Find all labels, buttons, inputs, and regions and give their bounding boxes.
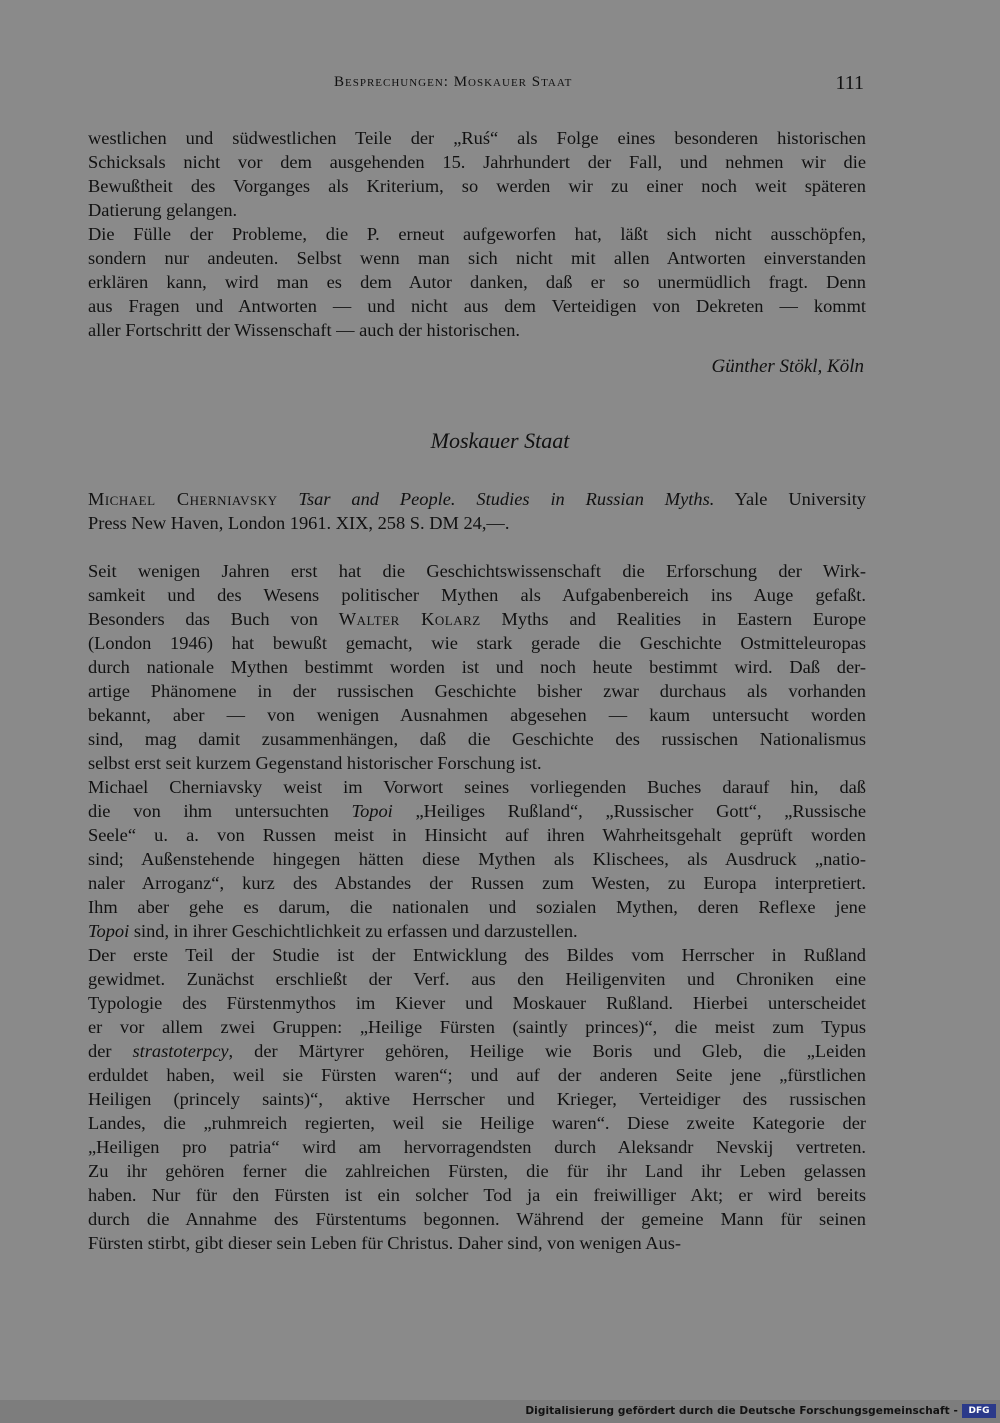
text-line: sondern nur andeuten. Selbst wenn man sich nicht mit allen Antworten einverstanden <box>88 248 866 268</box>
text-line: westlichen und südwestlichen Teile der „Ruś“ als Folge eines besonderen historischen <box>88 128 866 148</box>
dfg-logo: DFG <box>962 1404 996 1418</box>
citation-author: Michael Cherniavsky <box>88 489 278 509</box>
text-line: erduldet haben, weil sie Fürsten waren“; und auf der anderen Seite jene „fürstlichen <box>88 1065 866 1085</box>
italic-term: Topoi <box>88 921 130 941</box>
footer-bar <box>0 1400 1000 1423</box>
text-line: Heiligen (princely saints)“, aktive Herrscher und Krieger, Verteidiger des russischen <box>88 1089 866 1109</box>
text-line: haben. Nur für den Fürsten ist ein solcher Tod ja ein freiwilliger Akt; er wird bereits <box>88 1185 866 1205</box>
citation-line-2: Press New Haven, London 1961. XIX, 258 S. DM 24,—. <box>88 513 510 533</box>
citation-publisher: Yale University <box>734 489 866 509</box>
text-line: durch die Annahme des Fürstentums begonnen. Während der gemeine Mann für seinen <box>88 1209 866 1229</box>
text-line: Seele“ u. a. von Russen meist in Hinsicht auf ihren Wahrheitsgehalt geprüft worden <box>88 825 866 845</box>
text-line: Besonders das Buch von Walter Kolarz Myths and Realities in Eastern Europe <box>88 609 866 629</box>
text-line: Typologie des Fürstenmythos im Kiever und Moskauer Rußland. Hierbei unterscheidet <box>88 993 866 1013</box>
text-line: Michael Cherniavsky weist im Vorwort seines vorliegenden Buches darauf hin, daß <box>88 777 866 797</box>
text-line: Schicksals nicht vor dem ausgehenden 15. Jahrhundert der Fall, und nehmen wir die <box>88 152 866 172</box>
text-line: sind; Außenstehende hingegen hätten diese Mythen als Klischees, als Ausdruck „natio- <box>88 849 866 869</box>
italic-term: Topoi <box>351 801 393 821</box>
text-line: der strastoterpcy, der Märtyrer gehören, Heilige wie Boris und Gleb, die „Leiden <box>88 1041 866 1061</box>
book-citation <box>88 487 866 535</box>
text-line: er vor allem zwei Gruppen: „Heilige Fürsten (saintly princes)“, die meist zum Typus <box>88 1017 866 1037</box>
paragraph-2 <box>88 222 866 342</box>
text-line: Datierung gelangen. <box>88 200 238 220</box>
review-signature: Günther Stökl, Köln <box>711 356 864 377</box>
text-line: die von ihm untersuchten Topoi „Heiliges Rußland“, „Russischer Gott“, „Russische <box>88 801 866 821</box>
text-line: aller Fortschritt der Wissenschaft — auch der historischen. <box>88 320 520 340</box>
text-line: Landes, die „ruhmreich regierten, weil sie Heilige waren“. Diese zweite Kategorie der <box>88 1113 866 1133</box>
paragraph-5 <box>88 943 866 1255</box>
digitization-credit: Digitalisierung gefördert durch die Deutsche Forschungsgemeinschaft - <box>525 1405 958 1417</box>
text-line: aus Fragen und Antworten — und nicht aus dem Verteidigen von Dekreten — kommt <box>88 296 866 316</box>
running-title: Besprechungen: Moskauer Staat <box>334 74 573 90</box>
text-line: durch nationale Mythen bestimmt worden ist und noch heute bestimmt wird. Daß der- <box>88 657 866 677</box>
text-line: Zu ihr gehören ferner die zahlreichen Fürsten, die für ihr Land ihr Leben gelassen <box>88 1161 866 1181</box>
text-line: artige Phänomene in der russischen Geschichte bisher zwar durchaus als vorhanden <box>88 681 866 701</box>
text-line: Der erste Teil der Studie ist der Entwicklung des Bildes vom Herrscher in Rußland <box>88 945 866 965</box>
text-line: „Heiligen pro patria“ wird am hervorragendsten durch Aleksandr Nevskij vertreten. <box>88 1137 866 1157</box>
small-caps-name: Walter Kolarz <box>338 609 481 629</box>
section-title: Moskauer Staat <box>430 428 570 453</box>
text-line: Seit wenigen Jahren erst hat die Geschichtswissenschaft die Erforschung der Wirk- <box>88 561 866 581</box>
text-line: Fürsten stirbt, gibt dieser sein Leben für Christus. Daher sind, von wenigen Aus- <box>88 1233 682 1253</box>
text-line: naler Arroganz“, kurz des Abstandes der Russen zum Westen, zu Europa interpretiert. <box>88 873 866 893</box>
paragraph-1 <box>88 126 866 222</box>
text-line: samkeit und des Wesens politischer Mythen als Aufgabenbereich ins Auge gefaßt. <box>88 585 866 605</box>
paragraph-4 <box>88 775 866 943</box>
text-line: Topoi sind, in ihrer Geschichtlichkeit zu erfassen und darzustellen. <box>88 921 578 941</box>
text-line: (London 1946) hat bewußt gemacht, wie stark gerade die Geschichte Ostmitteleuropas <box>88 633 866 653</box>
italic-term: strastoterpcy <box>132 1041 229 1061</box>
running-header <box>88 72 864 100</box>
text-line: Bewußtheit des Vorganges als Kriterium, so werden wir zu einer noch weit späteren <box>88 176 866 196</box>
text-line: gewidmet. Zunächst erschließt der Verf. aus den Heiligenviten und Chroniken eine <box>88 969 866 989</box>
text-line: erklären kann, wird man es dem Autor danken, daß er so unermüdlich fragt. Denn <box>88 272 866 292</box>
text-line: Die Fülle der Probleme, die P. erneut aufgeworfen hat, läßt sich nicht ausschöpfen, <box>88 224 866 244</box>
page-number: 111 <box>835 72 864 94</box>
text-line: Ihm aber gehe es darum, die nationalen und sozialen Mythen, deren Reflexe jene <box>88 897 866 917</box>
paragraph-3 <box>88 559 866 775</box>
citation-line-1 <box>88 487 866 511</box>
citation-title: Tsar and People. Studies in Russian Myths. <box>298 489 715 509</box>
text-line: selbst erst seit kurzem Gegenstand historischer Forschung ist. <box>88 753 542 773</box>
text-line: bekannt, aber — von wenigen Ausnahmen abgesehen — kaum untersucht worden <box>88 705 866 725</box>
text-line: sind, mag damit zusammenhängen, daß die Geschichte des russischen Nationalismus <box>88 729 866 749</box>
